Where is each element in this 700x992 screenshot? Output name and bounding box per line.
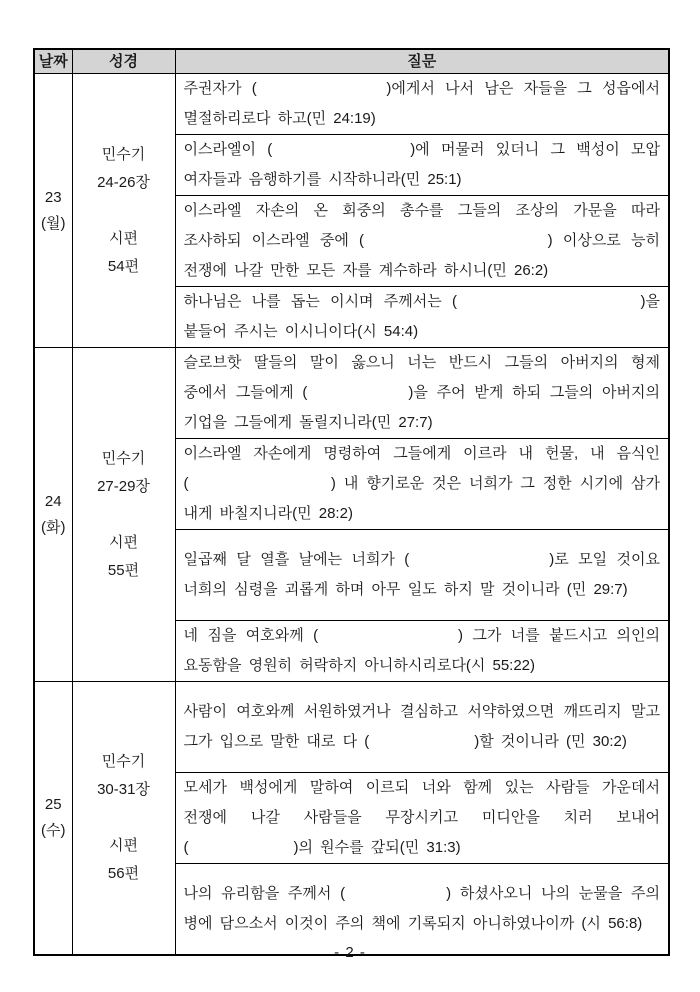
header-bible: 성경 (72, 49, 175, 74)
date-day: 23 (44, 188, 62, 206)
question-cell: 사람이 여호와께 서원하였거나 결심하고 서약하였으면 깨뜨리지 말고 그가 입으로 말한 대로 다 ( )할 것이니라 (민 30:2) (175, 682, 669, 773)
bible-book-2: 시편 (109, 533, 138, 551)
header-date: 날짜 (34, 49, 72, 74)
bible-cell-24 (72, 348, 175, 682)
question-cell: 슬로브핫 딸들의 말이 옳으니 너는 반드시 그들의 아버지의 형제 중에서 그들에게 ( )을 주어 받게 하되 그들의 아버지의 기업을 그들에게 돌릴지니라(민 27:7) (175, 348, 669, 439)
header-question: 질문 (175, 49, 669, 74)
question-cell: 이스라엘 자손의 온 회중의 총수를 그들의 조상의 가문을 따라 조사하되 이스라엘 중에 ( ) 이상으로 능히 전쟁에 나갈 만한 모든 자를 계수하라 하시니(민 26:2) (175, 196, 669, 287)
bible-chapters-2: 56편 (107, 864, 140, 882)
bible-gap (73, 501, 175, 529)
date-day: 25 (44, 795, 62, 813)
table-row (34, 74, 669, 135)
bible-study-table (33, 48, 670, 956)
question-cell: 나의 유리함을 주께서 ( ) 하셨사오니 나의 눈물을 주의 병에 담으소서 이것이 주의 책에 기록되지 아니하였나이까 (시 56:8) (175, 864, 669, 955)
date-weekday: (수) (41, 821, 66, 839)
bible-gap (73, 197, 175, 225)
bible-chapters: 30-31장 (97, 780, 150, 798)
question-cell: 네 짐을 여호와께 ( ) 그가 너를 붙드시고 의인의 요동함을 영원히 허락하지 아니하시리로다(시 55:22) (175, 621, 669, 682)
bible-book-2: 시편 (109, 229, 138, 247)
question-cell: 모세가 백성에게 말하여 이르되 너와 함께 있는 사람들 가운데서 전쟁에 나갈 사람들을 무장시키고 미디안을 치러 보내어 ( )의 원수를 갚되(민 31:3) (175, 773, 669, 864)
bible-book-2: 시편 (109, 836, 138, 854)
question-cell: 이스라엘이 ( )에 머물러 있더니 그 백성이 모압 여자들과 음행하기를 시작하니라(민 25:1) (175, 135, 669, 196)
table-header-row (34, 49, 669, 74)
date-cell-25 (34, 682, 72, 955)
bible-chapters: 27-29장 (97, 477, 150, 495)
question-cell: 하나님은 나를 돕는 이시며 주께서는 ( )을 붙들어 주시는 이시니이다(시 54:4) (175, 287, 669, 348)
bible-chapters-2: 54편 (107, 257, 140, 275)
date-weekday: (화) (41, 518, 66, 536)
bible-book: 민수기 (101, 449, 146, 467)
page-number: - 2 - (334, 944, 366, 961)
question-cell: 일곱째 달 열흘 날에는 너희가 ( )로 모일 것이요 너희의 심령을 괴롭게 하며 아무 일도 하지 말 것이니라 (민 29:7) (175, 530, 669, 621)
bible-chapters: 24-26장 (97, 173, 150, 191)
question-cell: 주권자가 ( )에게서 나서 남은 자들을 그 성읍에서 멸절하리로다 하고(민 24:19) (175, 74, 669, 135)
question-cell: 이스라엘 자손에게 명령하여 그들에게 이르라 내 헌물, 내 음식인 ( ) 내 향기로운 것은 너희가 그 정한 시기에 삼가 내게 바칠지니라(민 28:2) (175, 439, 669, 530)
bible-cell-25 (72, 682, 175, 955)
bible-book: 민수기 (101, 752, 146, 770)
date-cell-24 (34, 348, 72, 682)
date-weekday: (월) (41, 214, 66, 232)
date-cell-23 (34, 74, 72, 348)
bible-cell-23 (72, 74, 175, 348)
table-row (34, 348, 669, 439)
table-row (34, 682, 669, 773)
bible-book: 민수기 (101, 145, 146, 163)
bible-chapters-2: 55편 (107, 561, 140, 579)
bible-gap (73, 804, 175, 832)
date-day: 24 (44, 492, 62, 510)
